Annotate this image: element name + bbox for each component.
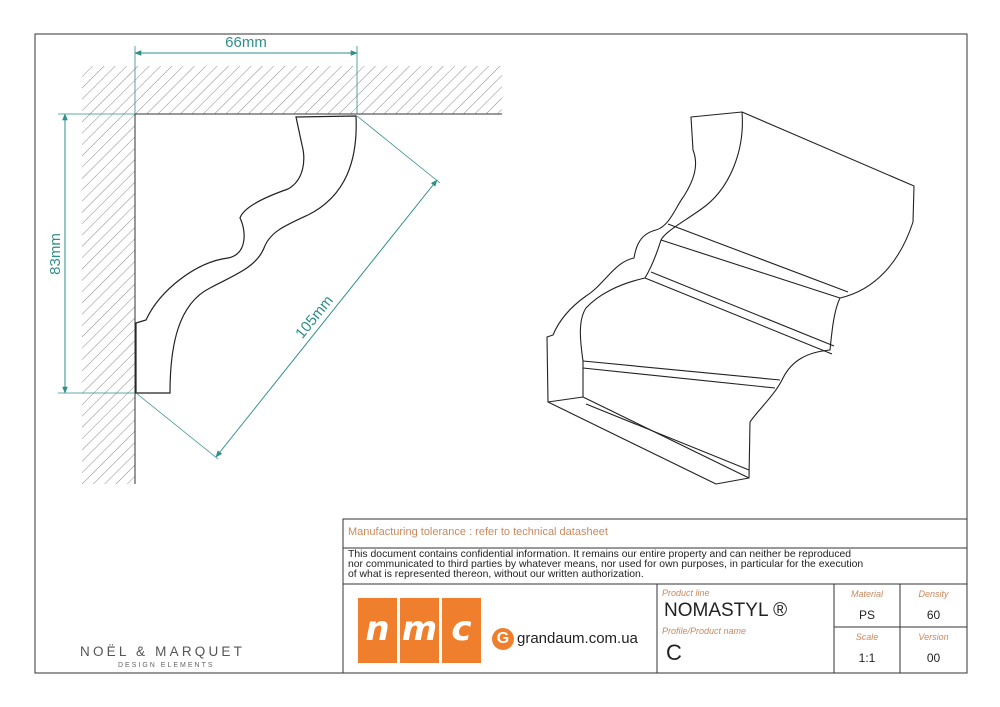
cornice-profile — [136, 116, 356, 393]
nmc-logo-letter: m — [400, 598, 439, 663]
dimension-diagonal-label: 105mm — [292, 292, 337, 342]
version-label: Version — [918, 632, 949, 642]
density-value: 60 — [926, 608, 941, 622]
confidentiality-notice — [348, 550, 960, 580]
profile-label: Profile/Product name — [662, 626, 747, 636]
confidentiality-line: of what is represented thereon, without our written authorization. — [348, 569, 644, 580]
material-value: PS — [858, 608, 875, 622]
material-label: Material — [850, 589, 883, 599]
scale-value: 1:1 — [858, 651, 876, 665]
moulding-3d-view — [547, 112, 914, 484]
confidentiality-line: nor communicated to third parties by whatever means, nor used for own purposes, in particular for the execution — [348, 559, 864, 570]
profile-value: C — [666, 640, 682, 665]
nmc-logo-letter: c — [442, 598, 481, 663]
nmc-logo-letter: n — [358, 598, 397, 663]
dimension-height-label: 83mm — [47, 233, 64, 275]
scale-label: Scale — [855, 632, 879, 642]
product-line-value: NOMASTYL ® — [664, 600, 788, 621]
brand-name: NOËL & MARQUET — [80, 644, 246, 659]
version-value: 00 — [926, 651, 941, 665]
dimension-width-label: 66mm — [225, 34, 267, 51]
brand-tagline: DESIGN ELEMENTS — [118, 662, 215, 669]
confidentiality-line: This document contains confidential information. It remains our entire property and can neither be reproduced — [348, 549, 852, 560]
wall-ceiling-hatch — [82, 66, 502, 484]
dealer-badge-icon: G — [492, 628, 514, 650]
tolerance-note: Manufacturing tolerance : refer to technical datasheet — [348, 526, 608, 538]
dealer-website-link[interactable]: grandaum.com.ua — [517, 630, 638, 647]
density-label: Density — [918, 589, 949, 599]
product-line-label: Product line — [662, 588, 710, 598]
